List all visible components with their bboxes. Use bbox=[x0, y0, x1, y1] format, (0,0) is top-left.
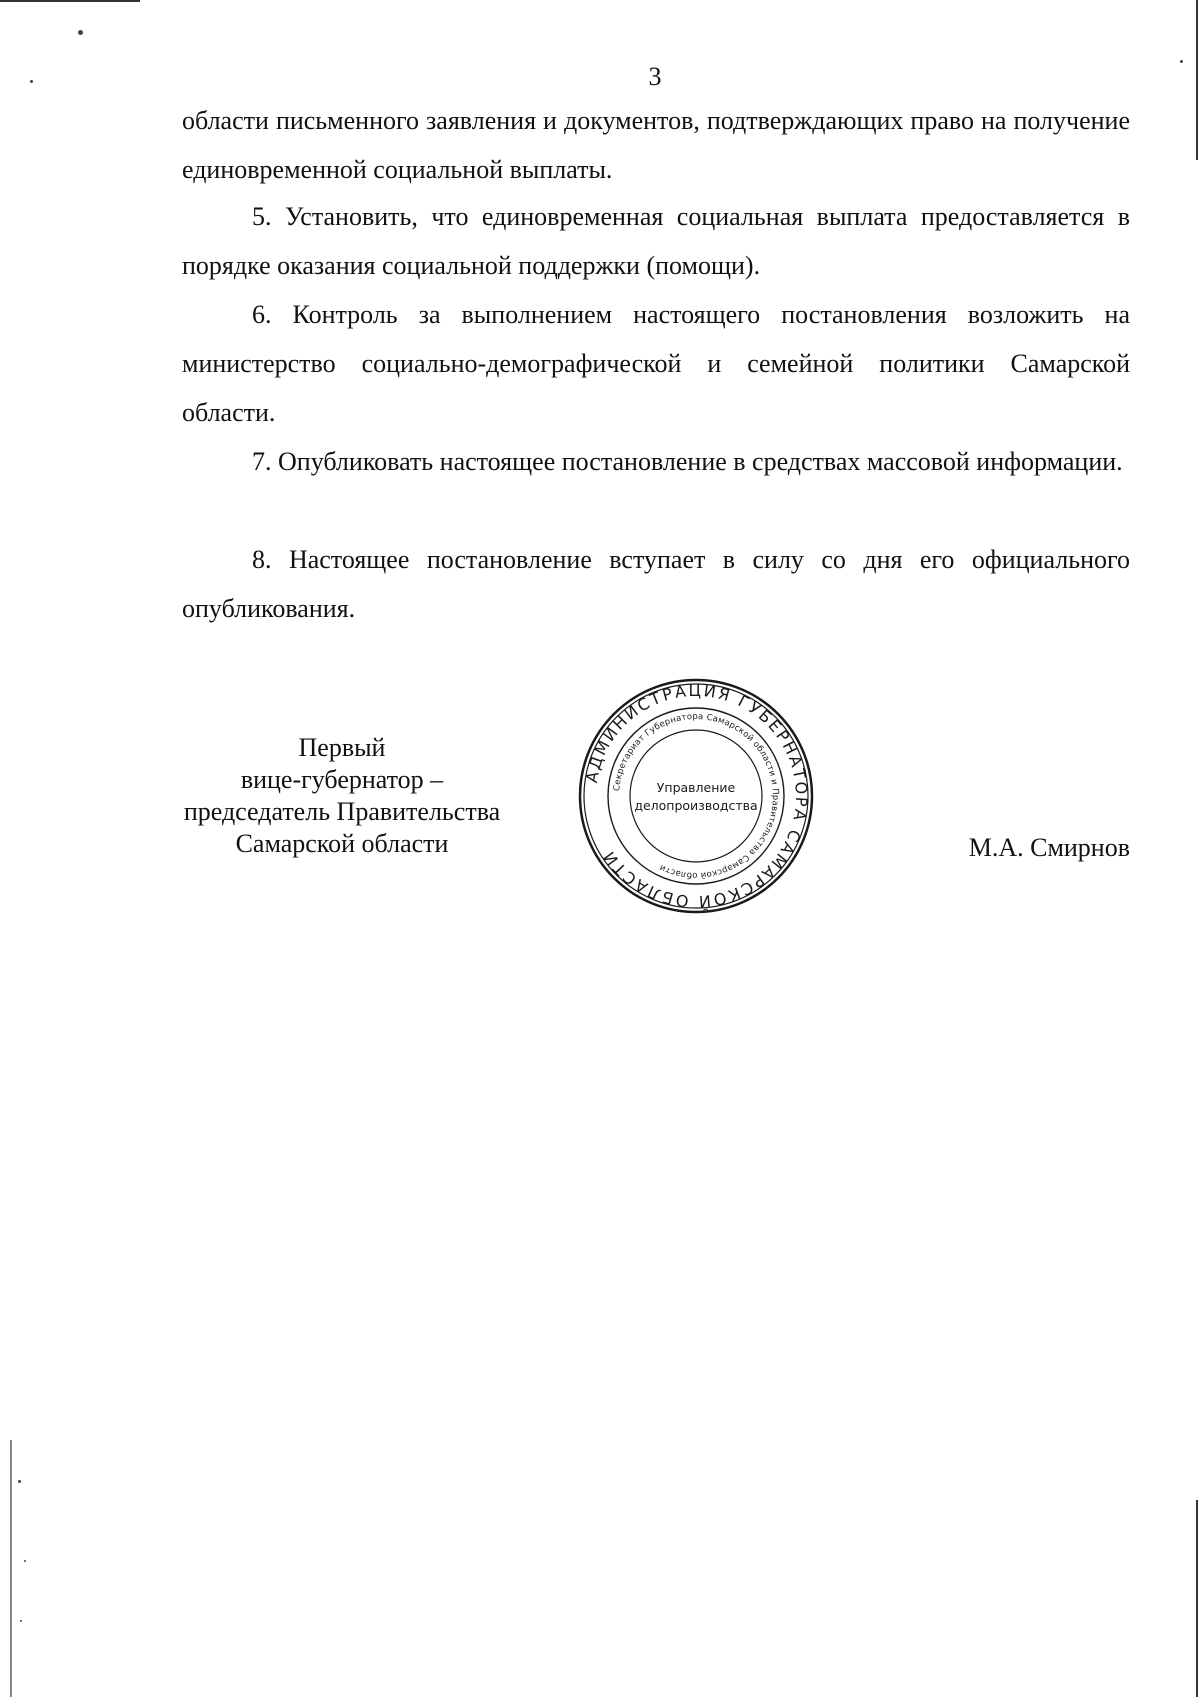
signatory-title-line-2: вице-губернатор – bbox=[240, 765, 444, 794]
page-number: 3 bbox=[648, 62, 662, 91]
scan-edge-top bbox=[0, 0, 140, 2]
paragraph-6: 6. Контроль за выполнением настоящего постановления возложить на министерство социально-демографической и семейной политики Самарской области. bbox=[182, 300, 1130, 427]
paragraph-7: 7. Опубликовать настоящее постановление в средствах массовой информации. bbox=[252, 447, 1123, 476]
official-seal bbox=[576, 676, 816, 916]
scan-speck bbox=[24, 1560, 26, 1562]
seal-center-line-2: делопроизводства bbox=[634, 798, 758, 813]
seal-inner-ring bbox=[630, 730, 762, 862]
paragraph-8: 8. Настоящее постановление вступает в силу со дня его официального опубликования. bbox=[182, 545, 1130, 623]
seal-center-line-1: Управление bbox=[656, 780, 736, 795]
scan-speck bbox=[78, 30, 83, 35]
signatory-title-line-3: председатель Правительства bbox=[183, 797, 501, 826]
signatory-name: М.А. Смирнов bbox=[968, 833, 1130, 862]
scan-speck bbox=[20, 1620, 22, 1622]
scan-edge-right-bottom bbox=[1196, 1500, 1198, 1697]
scan-speck bbox=[30, 80, 33, 83]
paragraph-continuation: области письменного заявления и документов, подтверждающих право на получение единовременной социальной выплаты. bbox=[182, 106, 1130, 184]
paragraph-5: 5. Установить, что единовременная социальная выплата предоставляется в порядке оказания социальной поддержки (помощи). bbox=[182, 202, 1130, 280]
scan-edge-left-bottom bbox=[10, 1440, 12, 1697]
seal-outer-text: АДМИНИСТРАЦИЯ ГУБЕРНАТОРА САМАРСКОЙ ОБЛАСТИ bbox=[581, 680, 812, 912]
seal-middle-ring bbox=[608, 708, 784, 884]
signatory-title bbox=[150, 732, 534, 860]
scan-speck bbox=[18, 1480, 21, 1483]
scan-speck bbox=[1180, 60, 1183, 63]
signatory-title-line-4: Самарской области bbox=[235, 829, 449, 858]
seal-inner-text: Секретариат Губернатора Самарской области и Правительства Самарской области bbox=[612, 711, 781, 881]
scan-edge-right-top bbox=[1196, 0, 1198, 160]
signatory-title-line-1: Первый bbox=[298, 733, 386, 762]
